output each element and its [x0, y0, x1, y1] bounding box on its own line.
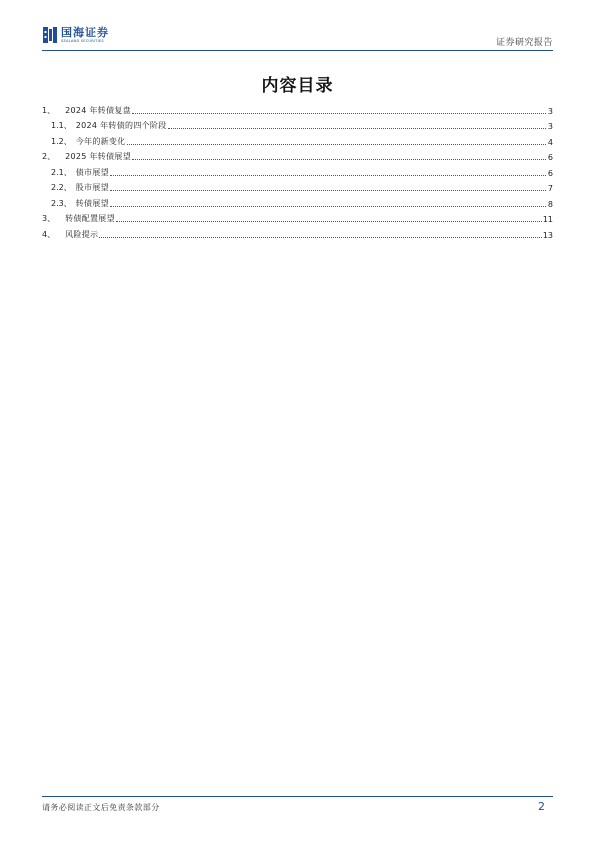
toc-dot-leader: [132, 158, 546, 160]
toc-entry[interactable]: [42, 178, 553, 194]
toc-entry-number: 2.1、: [51, 167, 72, 177]
report-type-label: 证券研究报告: [495, 38, 553, 48]
toc-entry-page: 6: [547, 153, 553, 162]
toc-entry-label: 转债展望: [75, 198, 109, 208]
toc-dot-leader: [168, 127, 546, 129]
toc-entry-number: 3、: [42, 214, 56, 223]
toc-entry-page: 3: [547, 106, 553, 116]
toc-entry[interactable]: [42, 131, 553, 147]
toc-entry-page: 8: [547, 199, 553, 209]
page-header: [42, 20, 553, 51]
toc-entry-number: 1.1、: [51, 121, 72, 130]
toc-entry-page: 6: [547, 168, 553, 178]
toc-entry[interactable]: [42, 193, 553, 209]
toc-dot-leader: [110, 205, 546, 207]
toc-entry[interactable]: [42, 116, 553, 132]
toc-entry-number: 2.2、: [51, 183, 72, 192]
toc-dot-leader: [99, 236, 542, 238]
toc-entry-label: 今年的新变化: [75, 136, 126, 146]
toc-entry[interactable]: [42, 147, 553, 163]
toc-entry[interactable]: [42, 209, 553, 225]
toc-entry-label: 转债配置展望: [65, 214, 115, 223]
toc-entry-label: 2024 年转债的四个阶段: [75, 121, 167, 130]
toc-entry-label: 2025 年转债展望: [65, 152, 131, 161]
toc-dot-leader: [110, 174, 546, 176]
toc-entry-number: 1、: [42, 105, 56, 115]
company-logo: [42, 24, 109, 46]
toc-entry[interactable]: [42, 224, 553, 240]
disclaimer-note: 请务必阅读正文后免责条款部分: [42, 803, 160, 812]
toc-entry-page: 4: [547, 137, 553, 147]
brand-name-cn: 国海证券: [61, 25, 109, 39]
sealand-logo-icon: [42, 26, 58, 44]
toc-entry-number: 4、: [42, 229, 56, 239]
toc-dot-leader: [127, 143, 546, 145]
toc-entry-label: 风险提示: [65, 229, 99, 239]
toc-entry-number: 1.2、: [51, 136, 72, 146]
toc-entry-label: 2024 年转债复盘: [65, 105, 131, 115]
toc-entry-number: 2、: [42, 152, 56, 161]
toc-entry-page: 3: [547, 122, 553, 131]
brand-name-en: SEALAND SECURITIES: [61, 38, 104, 43]
toc-dot-leader: [132, 112, 546, 114]
toc-entry-label: 股市展望: [75, 183, 109, 192]
toc-entry[interactable]: [42, 162, 553, 178]
toc-entry-page: 7: [547, 184, 553, 193]
toc-dot-leader: [110, 189, 546, 191]
toc-entry-label: 债市展望: [75, 167, 109, 177]
toc-entry-page: 13: [542, 230, 553, 240]
toc-entry[interactable]: [42, 100, 553, 116]
page-number: 2: [538, 800, 545, 813]
toc-title: 内容目录: [261, 76, 334, 96]
toc-dot-leader: [116, 220, 542, 222]
toc-entry-page: 11: [542, 215, 553, 224]
toc-entry-number: 2.3、: [51, 198, 72, 208]
table-of-contents: [42, 100, 553, 240]
page-footer: [42, 796, 553, 817]
